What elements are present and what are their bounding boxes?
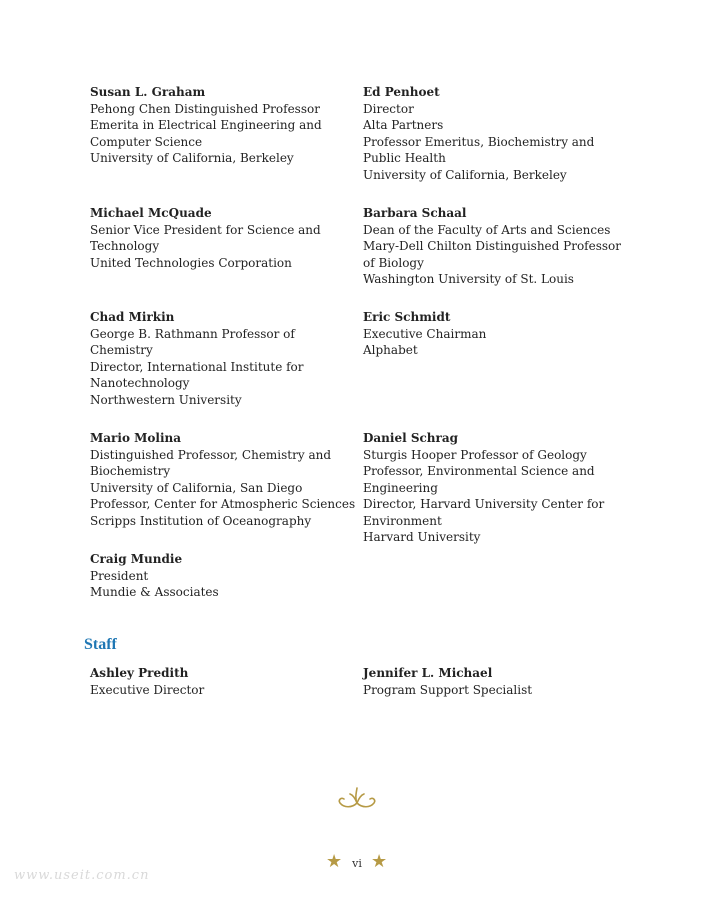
member-name: Mario Molina — [90, 431, 182, 445]
member-detail: Technology — [90, 239, 160, 253]
watermark: www.useit.com.cn — [14, 868, 150, 883]
member-name: Eric Schmidt — [363, 310, 451, 324]
member-detail: Professor Emeritus, Biochemistry and — [363, 134, 595, 149]
staff-detail: Executive Director — [90, 682, 205, 697]
member-detail: Engineering — [363, 480, 438, 495]
member-detail: Professor, Center for Atmospheric Sciences — [90, 497, 356, 511]
member-detail: Harvard University — [363, 530, 481, 544]
staff-heading: Staff — [84, 636, 117, 653]
flourish-ornament-icon — [336, 786, 378, 812]
star-icon: ★ — [371, 851, 388, 872]
member-detail: University of California, Berkeley — [90, 151, 294, 165]
member-detail: Washington University of St. Louis — [363, 272, 574, 286]
member-detail: Distinguished Professor, Chemistry and — [90, 447, 332, 462]
member-entry — [90, 205, 360, 271]
member-entry — [90, 309, 360, 408]
star-icon: ★ — [326, 851, 343, 872]
member-detail: George B. Rathmann Professor of — [90, 326, 295, 341]
member-detail: Biochemistry — [90, 464, 171, 478]
member-detail: Sturgis Hooper Professor of Geology — [363, 447, 587, 462]
staff-entry — [363, 665, 633, 698]
staff-name: Jennifer L. Michael — [363, 666, 493, 680]
member-detail: Executive Chairman — [363, 326, 487, 341]
page-number: vi — [352, 857, 362, 870]
member-detail: United Technologies Corporation — [90, 255, 292, 270]
member-detail: Scripps Institution of Oceanography — [90, 513, 312, 528]
member-name: Susan L. Graham — [90, 85, 206, 99]
member-detail: Emerita in Electrical Engineering and — [90, 118, 322, 132]
member-detail: Nanotechnology — [90, 376, 190, 390]
member-entry — [363, 84, 633, 183]
member-detail: Director — [363, 101, 414, 116]
member-detail: Alphabet — [363, 343, 418, 357]
member-detail: Chemistry — [90, 343, 153, 357]
member-entry — [363, 205, 633, 288]
staff-entry — [90, 665, 360, 698]
member-detail: Mundie & Associates — [90, 585, 219, 599]
member-detail: Computer Science — [90, 134, 203, 149]
member-name: Chad Mirkin — [90, 310, 175, 324]
member-name: Barbara Schaal — [363, 206, 467, 220]
member-detail: Professor, Environmental Science and — [363, 464, 595, 478]
staff-detail: Program Support Specialist — [363, 682, 533, 697]
member-detail: Pehong Chen Distinguished Professor — [90, 101, 320, 116]
member-detail: Director, International Institute for — [90, 359, 304, 374]
member-entry — [363, 309, 633, 359]
member-entry — [90, 551, 360, 601]
member-entry — [90, 430, 360, 529]
member-detail: of Biology — [363, 255, 424, 270]
member-name: Ed Penhoet — [363, 85, 440, 99]
member-entry — [363, 430, 633, 546]
member-detail: President — [90, 568, 149, 583]
member-detail: Public Health — [363, 151, 446, 165]
member-name: Craig Mundie — [90, 552, 183, 566]
member-detail: Northwestern University — [90, 392, 242, 407]
member-detail: Senior Vice President for Science and — [90, 222, 321, 237]
member-detail: Dean of the Faculty of Arts and Sciences — [363, 222, 611, 237]
member-entry — [90, 84, 360, 167]
member-name: Daniel Schrag — [363, 431, 459, 445]
member-detail: Mary-Dell Chilton Distinguished Professor — [363, 239, 621, 253]
member-detail: Director, Harvard University Center for — [363, 497, 605, 511]
staff-name: Ashley Predith — [90, 666, 189, 680]
member-detail: Environment — [363, 513, 442, 528]
member-name: Michael McQuade — [90, 206, 212, 220]
member-detail: University of California, Berkeley — [363, 167, 567, 182]
member-detail: Alta Partners — [363, 118, 444, 132]
member-detail: University of California, San Diego — [90, 480, 303, 495]
